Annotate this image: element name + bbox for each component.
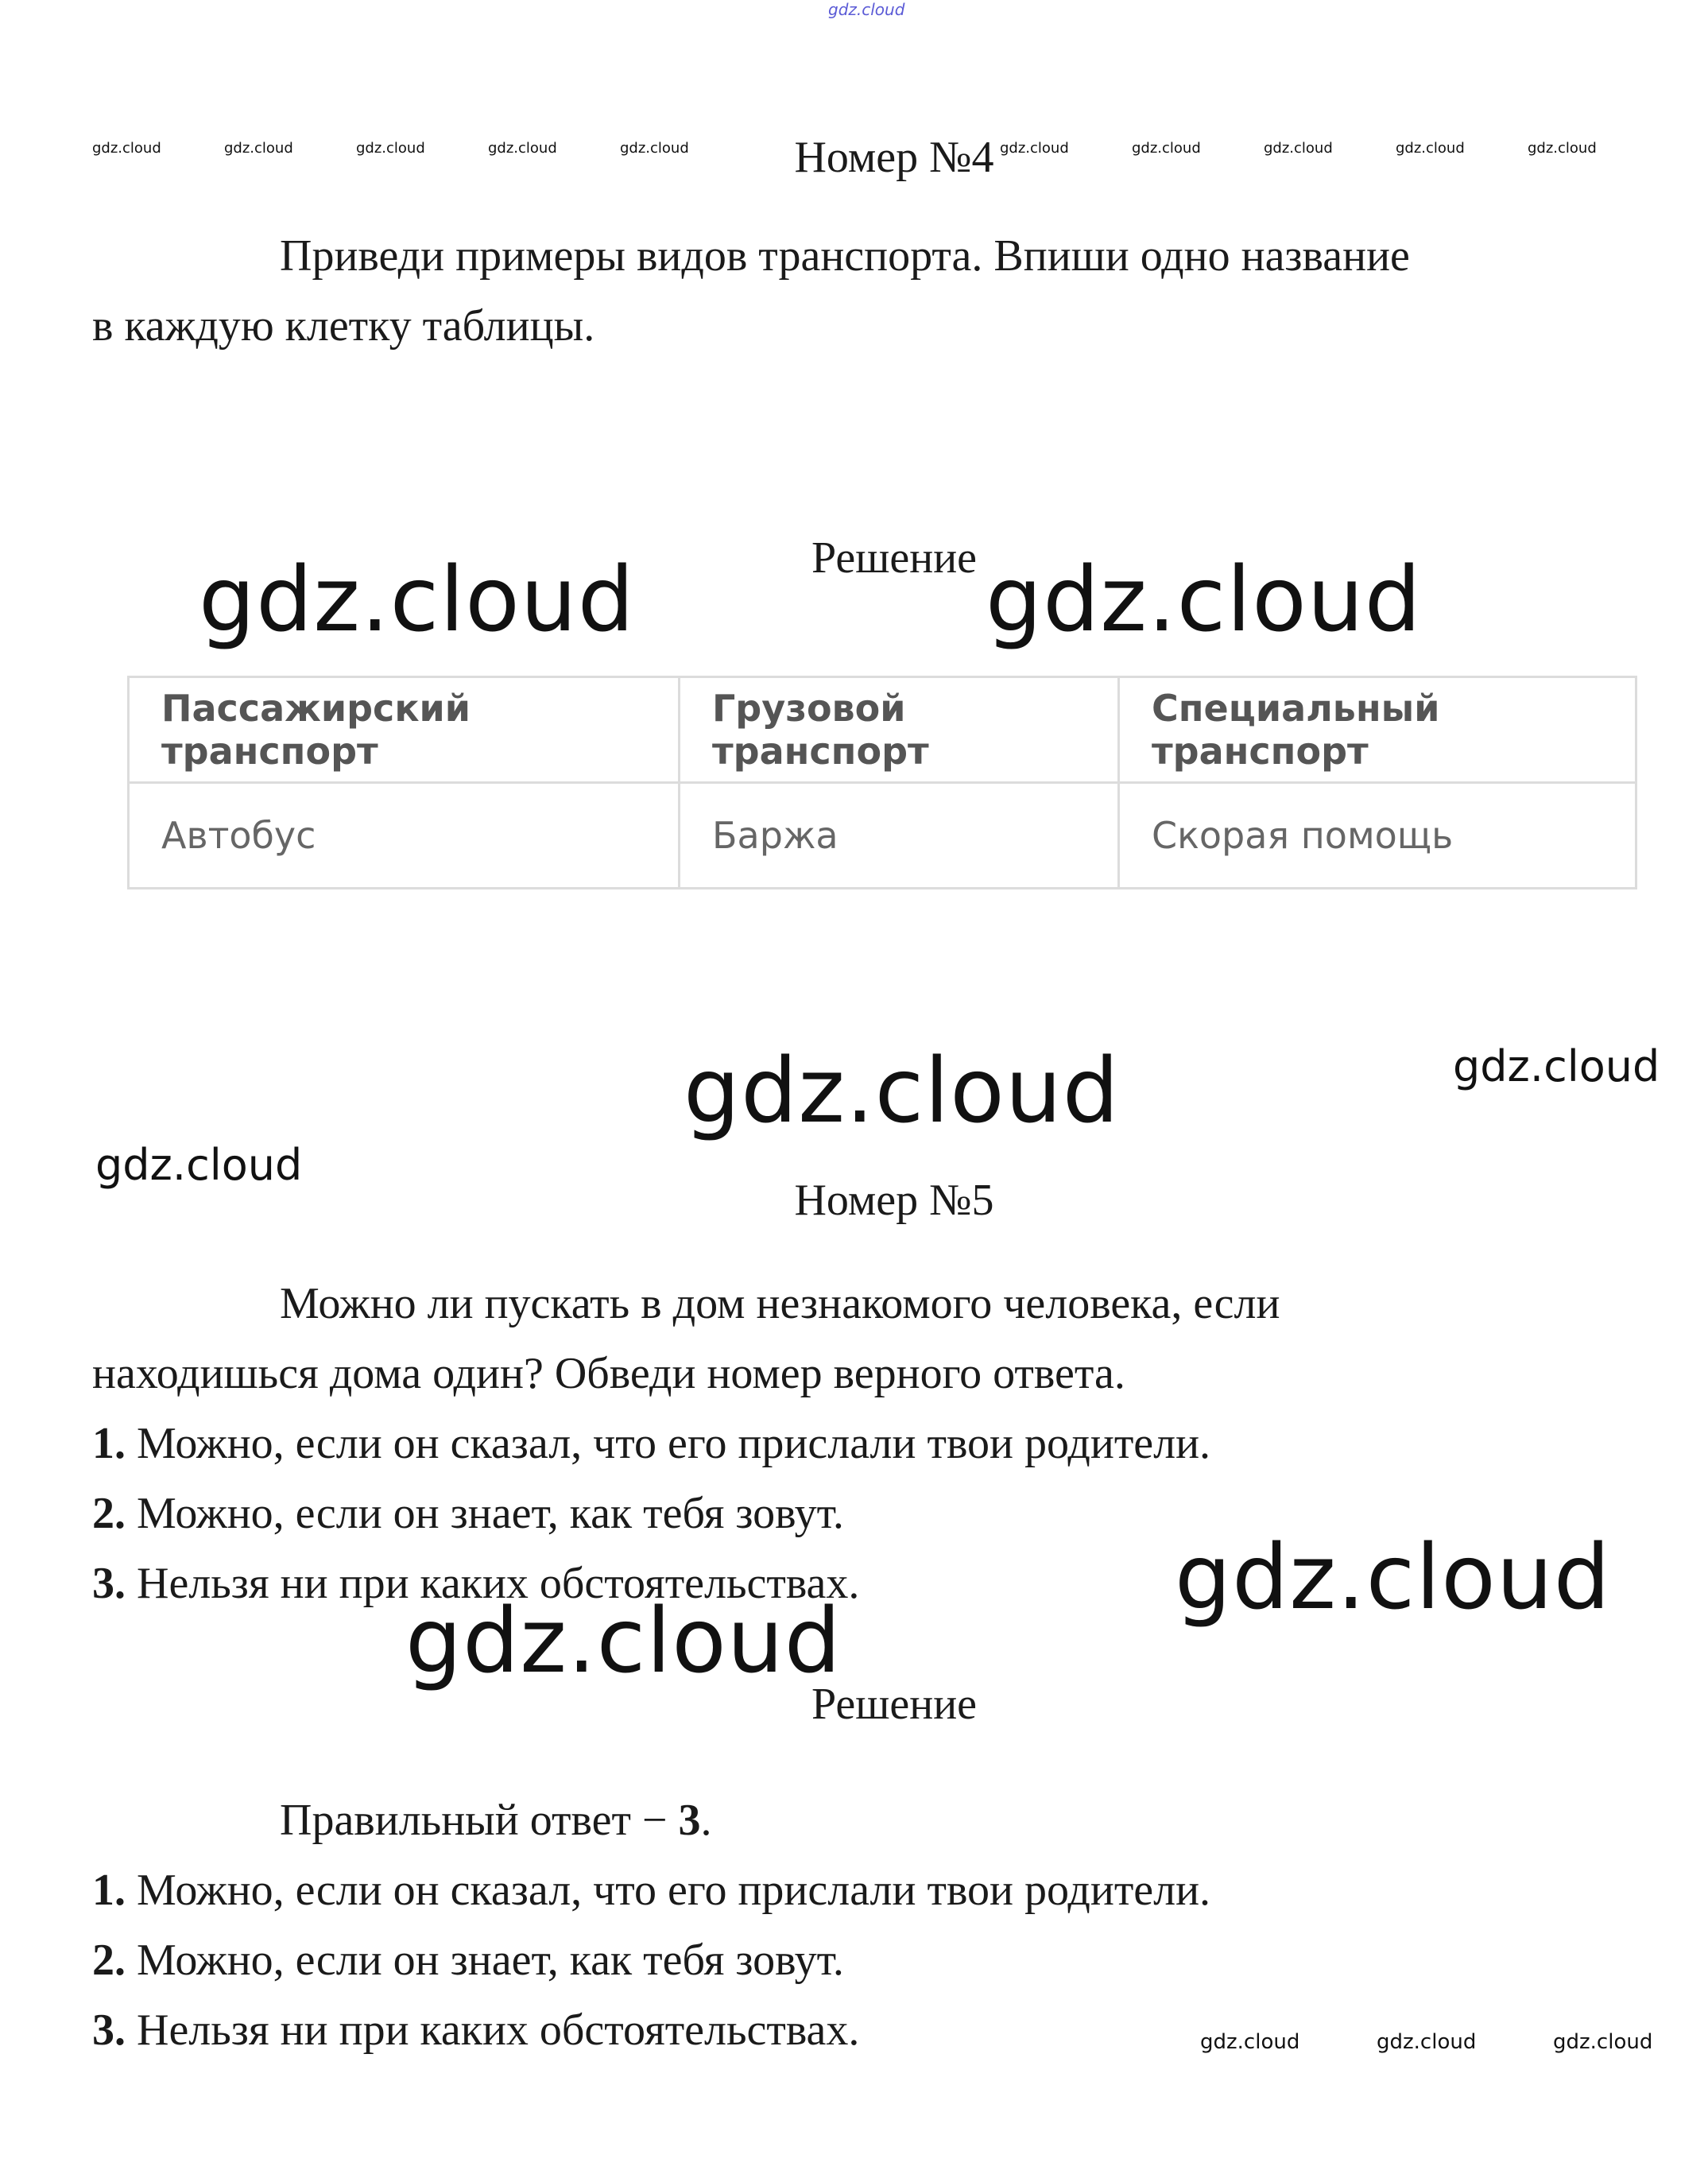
table-header-cell: Грузовой транспорт — [680, 677, 1119, 783]
task5-answer — [92, 1795, 712, 1846]
answer-prefix: Правильный ответ − — [280, 1796, 679, 1845]
option-text: Нельзя ни при каких обстоятельствах. — [126, 1559, 860, 1608]
task5-text-line1-content: Можно ли пускать в дом незнакомого человека, если — [280, 1279, 1280, 1328]
option-number: 3. — [92, 2006, 126, 2055]
watermark-medium: gdz.cloud — [95, 1140, 303, 1190]
watermark-large: gdz.cloud — [199, 548, 635, 652]
task4-text-line1 — [92, 231, 1410, 281]
header-watermark: gdz.cloud — [356, 140, 425, 157]
task4-title: Номер №4 — [794, 133, 994, 182]
option-text: Нельзя ни при каких обстоятельствах. — [126, 2006, 860, 2055]
option-number: 1. — [92, 1866, 126, 1915]
table-cell: Скорая помощь — [1119, 783, 1636, 889]
footer-watermark: gdz.cloud — [1553, 2030, 1653, 2054]
answer-value: 3 — [678, 1796, 701, 1845]
watermark-large: gdz.cloud — [1175, 1526, 1611, 1630]
watermark-medium: gdz.cloud — [1453, 1041, 1660, 1091]
task4-text-line2: в каждую клетку таблицы. — [92, 301, 595, 351]
task5-text-line1 — [92, 1278, 1280, 1329]
answer-suffix: . — [700, 1796, 712, 1845]
option-number: 2. — [92, 1936, 126, 1985]
option-text: Можно, если он знает, как тебя зовут. — [126, 1936, 844, 1985]
task5-solution-label: Решение — [811, 1680, 978, 1729]
table-header-cell: Пассажирский транспорт — [129, 677, 680, 783]
top-watermark: gdz.cloud — [828, 0, 905, 19]
answer-option — [92, 1865, 1210, 1916]
header-watermark: gdz.cloud — [1396, 140, 1465, 157]
option-number: 2. — [92, 1489, 126, 1538]
option-number: 3. — [92, 1559, 126, 1608]
header-watermark: gdz.cloud — [488, 140, 557, 157]
header-watermark: gdz.cloud — [1528, 140, 1597, 157]
table-header-cell: Специальный транспорт — [1119, 677, 1636, 783]
answer-option — [92, 2005, 859, 2056]
header-watermark: gdz.cloud — [1264, 140, 1333, 157]
option-text: Можно, если он знает, как тебя зовут. — [126, 1489, 844, 1538]
watermark-large: gdz.cloud — [986, 548, 1422, 652]
option-text: Можно, если он сказал, что его прислали твои родители. — [126, 1419, 1211, 1468]
task5-option — [92, 1488, 844, 1539]
task4-solution-label: Решение — [811, 533, 978, 583]
table-cell: Автобус — [129, 783, 680, 889]
header-watermark: gdz.cloud — [92, 140, 161, 157]
task5-text-line2: находишься дома один? Обведи номер верного ответа. — [92, 1349, 1125, 1398]
task4-text-line1-content: Приведи примеры видов транспорта. Впиши одно название — [280, 231, 1410, 281]
task5-option — [92, 1418, 1210, 1469]
table-cell: Баржа — [680, 783, 1119, 889]
transport-table — [127, 676, 1637, 889]
option-number: 1. — [92, 1419, 126, 1468]
option-text: Можно, если он сказал, что его прислали твои родители. — [126, 1866, 1211, 1915]
task5-title: Номер №5 — [794, 1176, 994, 1225]
header-watermark: gdz.cloud — [224, 140, 293, 157]
footer-watermark: gdz.cloud — [1200, 2030, 1300, 2054]
footer-watermark: gdz.cloud — [1377, 2030, 1477, 2054]
header-watermark: gdz.cloud — [1000, 140, 1069, 157]
header-watermark: gdz.cloud — [1132, 140, 1201, 157]
watermark-large: gdz.cloud — [405, 1590, 842, 1693]
header-watermark: gdz.cloud — [620, 140, 689, 157]
table-row — [129, 783, 1636, 889]
table-header-row — [129, 677, 1636, 783]
answer-option — [92, 1935, 844, 1986]
watermark-large: gdz.cloud — [684, 1040, 1120, 1143]
